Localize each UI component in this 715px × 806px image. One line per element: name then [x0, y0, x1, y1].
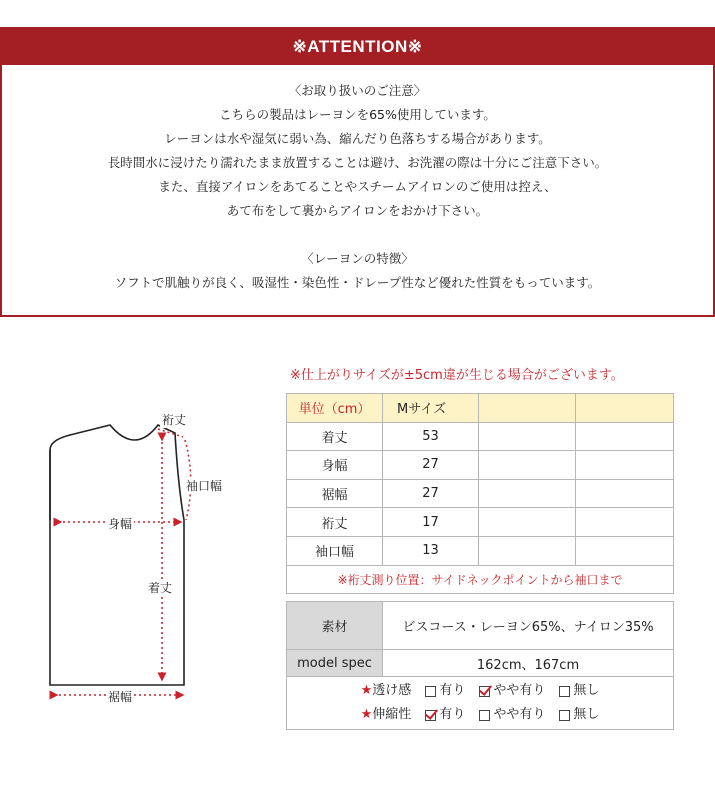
- care-heading: 〈お取り扱いのご注意〉: [288, 83, 427, 98]
- label-hem: 裾幅: [108, 690, 133, 704]
- label-length: 着丈: [148, 581, 173, 595]
- row-value: 53: [383, 422, 479, 451]
- size-table: [286, 393, 674, 594]
- sheerness-row: ★透け感 有り やや有り 無し: [287, 679, 673, 703]
- model-label: model spec: [287, 650, 383, 677]
- checkbox-icon[interactable]: [425, 686, 436, 697]
- star-icon: ★: [360, 707, 373, 722]
- table-row: [287, 422, 674, 451]
- row-name: 裄丈: [287, 508, 383, 537]
- garment-outline: [40, 405, 250, 710]
- table-row: [287, 536, 674, 565]
- size-m-label: Mサイズ: [383, 394, 479, 423]
- care-line: 長時間水に浸けたり濡れたまま放置することは避け、お洗濯の際は十分にご注意下さい。: [107, 155, 608, 170]
- material-row: [287, 602, 674, 650]
- label-shoulder: 裄丈: [162, 413, 187, 427]
- rayon-heading: 〈レーヨンの特徴〉: [301, 251, 414, 266]
- label-armhole: 袖口幅: [186, 479, 223, 493]
- row-name: 裾幅: [287, 479, 383, 508]
- size-variance-note: ※仕上がりサイズが±5cm違が生じる場合がございます。: [290, 368, 624, 383]
- care-line: こちらの製品はレーヨンを65%使用しています。: [219, 107, 496, 122]
- checkbox-checked-icon[interactable]: [425, 710, 436, 721]
- model-row: [287, 650, 674, 677]
- table-row: [287, 479, 674, 508]
- care-line: あて布をして裏からアイロンをおかけ下さい。: [226, 203, 489, 218]
- unit-label: 単位（cm）: [287, 394, 383, 423]
- attention-title: ※ATTENTION※: [2, 29, 713, 65]
- row-value: 27: [383, 479, 479, 508]
- attention-box: [0, 27, 715, 317]
- table-row: [287, 451, 674, 480]
- feature-row: [287, 677, 674, 730]
- stretch-row: ★伸縮性 有り やや有り 無し: [287, 703, 673, 727]
- stretch-label: [361, 703, 412, 727]
- garment-diagram: [40, 405, 250, 710]
- attention-body: [2, 65, 713, 295]
- sheerness-text: 透け感: [372, 683, 412, 698]
- label-chest: 身幅: [108, 517, 133, 531]
- checkbox-icon[interactable]: [559, 710, 570, 721]
- table-footnote-row: [287, 565, 674, 594]
- row-name: 袖口幅: [287, 536, 383, 565]
- spec-table: [286, 601, 674, 730]
- table-row: [287, 508, 674, 537]
- row-value: 17: [383, 508, 479, 537]
- checkbox-icon[interactable]: [479, 710, 490, 721]
- measure-footnote: ※裄丈測り位置：サイドネックポイントから袖口まで: [287, 565, 674, 594]
- row-value: 27: [383, 451, 479, 480]
- sheerness-label: [361, 679, 412, 703]
- row-value: 13: [383, 536, 479, 565]
- row-name: 着丈: [287, 422, 383, 451]
- star-icon: ★: [360, 683, 373, 698]
- model-value: 162cm、167cm: [383, 650, 674, 677]
- size-table-header: [287, 394, 674, 423]
- care-line: また、直接アイロンをあてることやスチームアイロンのご使用は控え、: [158, 179, 557, 194]
- row-name: 身幅: [287, 451, 383, 480]
- checkbox-icon[interactable]: [559, 686, 570, 697]
- checkbox-checked-icon[interactable]: [479, 686, 490, 697]
- material-label: 素材: [287, 602, 383, 650]
- material-value: ビスコース・レーヨン65%、ナイロン35%: [383, 602, 674, 650]
- rayon-line: ソフトで肌触りが良く、吸湿性・染色性・ドレープ性など優れた性質をもっています。: [114, 275, 601, 290]
- stretch-text: 伸縮性: [372, 707, 412, 722]
- care-line: レーヨンは水や湿気に弱い為、縮んだり色落ちする場合があります。: [164, 131, 551, 146]
